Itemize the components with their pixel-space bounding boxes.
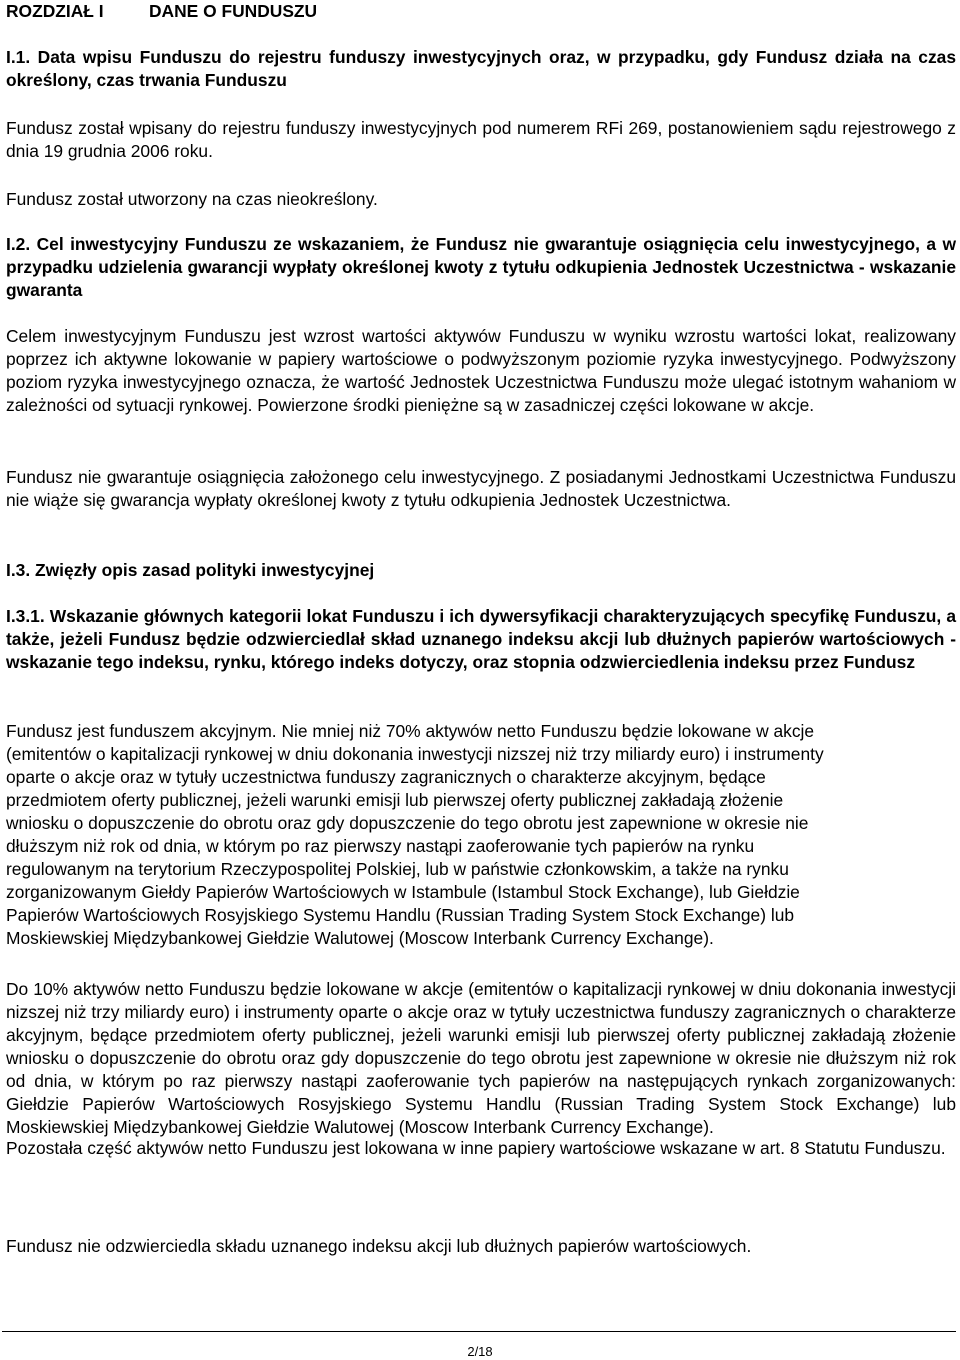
paragraph-line: przedmiotem oferty publicznej, jeżeli warunki emisji lub pierwszej oferty publicznej zakładają złożenie: [6, 790, 784, 810]
paragraph-line: regulowanym na terytorium Rzeczypospolitej Polskiej, lub w państwie członkowskim, a także na rynku: [6, 859, 789, 879]
section-1-paragraph-2: Fundusz został utworzony na czas nieokreślony.: [6, 189, 378, 209]
section-3-1-heading: I.3.1. Wskazanie głównych kategorii lokat Funduszu i ich dywersyfikacji charakteryzujących specyfikę Funduszu, a także, jeżeli Fundusz będzie odzwierciedlał skład uznanego indeksu akcji lub dłużnych papierów wartościowych - wskazanie tego indeksu, rynku, którego indeks dotyczy, oraz stopnia odzwierciedlenia indeksu przez Fundusz: [6, 606, 956, 672]
section-3-1-paragraph-1: [6, 720, 956, 950]
chapter-title: DANE O FUNDUSZU: [149, 1, 318, 21]
paragraph-line: oparte o akcje oraz w tytuły uczestnictwa funduszy zagranicznych o charakterze akcyjnym, będące: [6, 767, 766, 787]
section-3-heading: I.3. Zwięzły opis zasad polityki inwestycyjnej: [6, 560, 375, 580]
paragraph-line: zorganizowanym Giełdy Papierów Wartościowych w Istambule (Istambul Stock Exchange), lub Giełdzie: [6, 882, 800, 902]
section-2-paragraph-2: Fundusz nie gwarantuje osiągnięcia założonego celu inwestycyjnego. Z posiadanymi Jednostkami Uczestnictwa Funduszu nie wiąże się gwarancja wypłaty określonej kwoty z tytułu odkupienia Jednostek Uczestnictwa.: [6, 467, 956, 510]
section-3-1-paragraph-3: Pozostała część aktywów netto Funduszu jest lokowana w inne papiery wartościowe wskazane w art. 8 Statutu Funduszu.: [6, 1138, 946, 1158]
page-number: 2/18: [467, 1344, 493, 1359]
paragraph-line: wniosku o dopuszczenie do obrotu oraz gdy dopuszczenie do tego obrotu jest zapewnione w okresie nie: [6, 813, 809, 833]
footer-divider: [2, 1331, 956, 1332]
paragraph-line: (emitentów o kapitalizacji rynkowej w dniu dokonania inwestycji nizszej niż trzy miliardy euro) i instrumenty: [6, 744, 824, 764]
paragraph-line: Fundusz jest funduszem akcyjnym. Nie mniej niż 70% aktywów netto Funduszu będzie lokowane w akcje: [6, 721, 815, 741]
paragraph-line: dłuższym niż rok od dnia, w którym po raz pierwszy nastąpi zaoferowanie tych papierów na rynku: [6, 836, 755, 856]
section-3-1-paragraph-4: Fundusz nie odzwierciedla składu uznanego indeksu akcji lub dłużnych papierów wartościowych.: [6, 1236, 752, 1256]
paragraph-line: Papierów Wartościowych Rosyjskiego Systemu Handlu (Russian Trading System Stock Exchange) lub: [6, 905, 795, 925]
paragraph-line: Moskiewskiej Międzybankowej Giełdzie Walutowej (Moscow Interbank Currency Exchange).: [6, 928, 714, 948]
section-1-heading: I.1. Data wpisu Funduszu do rejestru funduszy inwestycyjnych oraz, w przypadku, gdy Fundusz działa na czas określony, czas trwania Funduszu: [6, 47, 956, 90]
section-2-paragraph-1: Celem inwestycyjnym Funduszu jest wzrost wartości aktywów Funduszu w wyniku wzrostu wartości lokat, realizowany poprzez ich aktywne lokowanie w papiery wartościowe o podwyższonym poziomie ryzyka inwestycyjnego. Podwyższony poziom ryzyka inwestycyjnego oznacza, że wartość Jednostek Uczestnictwa Funduszu może ulegać istotnym wahaniom w zależności od sytuacji rynkowej. Powierzone środki pieniężne są w zasadniczej części lokowane w akcje.: [6, 326, 956, 415]
section-1-paragraph-1: Fundusz został wpisany do rejestru funduszy inwestycyjnych pod numerem RFi 269, postanowieniem sądu rejestrowego z dnia 19 grudnia 2006 roku.: [6, 118, 956, 161]
section-3-1-paragraph-2: Do 10% aktywów netto Funduszu będzie lokowane w akcje (emitentów o kapitalizacji rynkowej w dniu dokonania inwestycji nizszej niż trzy miliardy euro) i instrumenty oparte o akcje oraz w tytuły uczestnictwa funduszy zagranicznych o charakterze akcyjnym, będące przedmiotem oferty publicznej, jeżeli warunki emisji lub pierwszej oferty publicznej zakładają złożenie wniosku o dopuszczenie do obrotu oraz gdy dopuszczenie do tego obrotu jest zapewnione w okresie nie dłuższym niż rok od dnia, w którym po raz pierwszy nastąpi zaoferowanie tych papierów na następujących rynkach zorganizowanych: Giełdzie Papierów Wartościowych Rosyjskiego Systemu Handlu (Russian Trading System Stock Exchange) lub Moskiewskiej Międzybankowej Giełdzie Walutowej (Moscow Interbank Currency Exchange).: [6, 979, 956, 1137]
section-2-heading: I.2. Cel inwestycyjny Funduszu ze wskazaniem, że Fundusz nie gwarantuje osiągnięcia celu inwestycyjnego, a w przypadku udzielenia gwarancji wypłaty określonej kwoty z tytułu odkupienia Jednostek Uczestnictwa - wskazanie gwaranta: [6, 234, 956, 300]
chapter-heading: [6, 0, 317, 23]
chapter-number: ROZDZIAŁ I: [6, 1, 104, 21]
